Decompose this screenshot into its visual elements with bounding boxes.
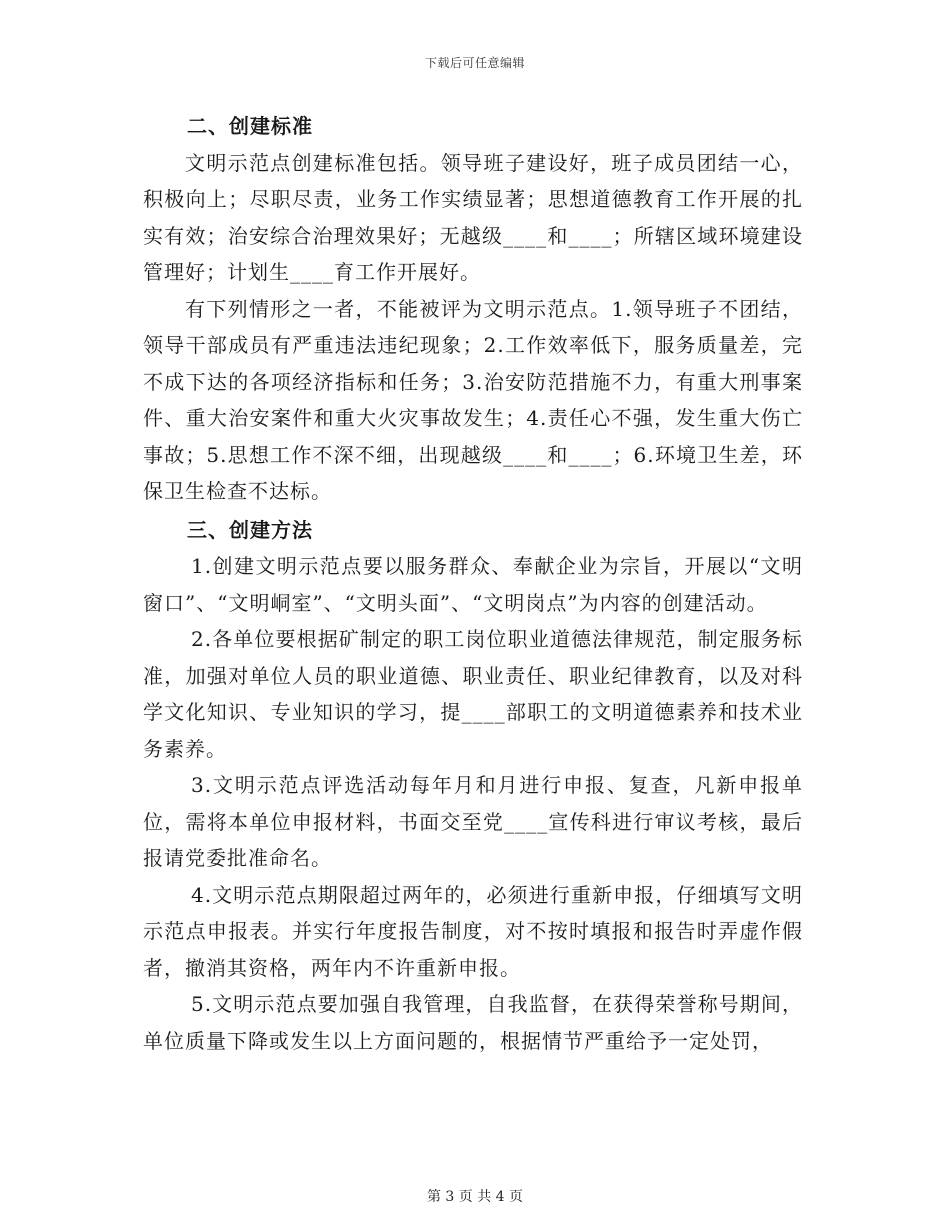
paragraph-method-5: 5.文明示范点要加强自我管理，自我监督，在获得荣誉称号期间，单位质量下降或发生以上方面问题的，根据情节严重给予一定处罚， (143, 992, 803, 1053)
paragraph-method-4: 4.文明示范点期限超过两年的，必须进行重新申报，仔细填写文明示范点申报表。并实行年度报告制度，对不按时填报和报告时弄虚作假者，撤消其资格，两年内不许重新申报。 (143, 882, 803, 980)
section-heading-standards: 二、创建标准 (187, 114, 313, 138)
page-footer-number: 第 3 页 共 4 页 (426, 1189, 524, 1205)
document-body (143, 108, 803, 1059)
paragraph-method-1: 1.创建文明示范点要以服务群众、奉献企业为宗旨，开展以“文明窗口”、“文明峒室”、“文明头面”、“文明岗点”为内容的创建活动。 (143, 554, 803, 615)
paragraph-method-2: 2.各单位要根据矿制定的职工岗位职业道德法律规范，制定服务标准，加强对单位人员的职业道德、职业责任、职业纪律教育，以及对科学文化知识、专业知识的学习，提____部职工的文明道德素养和技术业务素养。 (143, 627, 803, 761)
paragraph-standards-2: 有下列情形之一者，不能被评为文明示范点。1.领导班子不团结，领导干部成员有严重违法违纪现象；2.工作效率低下，服务质量差，完不成下达的各项经济指标和任务；3.治安防范措施不力，有重大刑事案件、重大治安案件和重大火灾事故发生；4.责任心不强，发生重大伤亡事故；5.思想工作不深不细，出现越级____和____；6.环境卫生差，环保卫生检查不达标。 (143, 296, 803, 503)
paragraph-standards-1: 文明示范点创建标准包括。领导班子建设好，班子成员团结一心，积极向上；尽职尽责，业务工作实绩显著；思想道德教育工作开展的扎实有效；治安综合治理效果好；无越级____和____；所辖区域环境建设管理好；计划生____育工作开展好。 (143, 150, 803, 284)
section-heading-methods: 三、创建方法 (187, 517, 313, 542)
page-header-note: 下载后可任意编辑 (424, 56, 525, 70)
paragraph-method-3: 3.文明示范点评选活动每年月和月进行申报、复查，凡新申报单位，需将本单位申报材料，书面交至党____宣传科进行审议考核，最后报请党委批准命名。 (143, 773, 803, 870)
